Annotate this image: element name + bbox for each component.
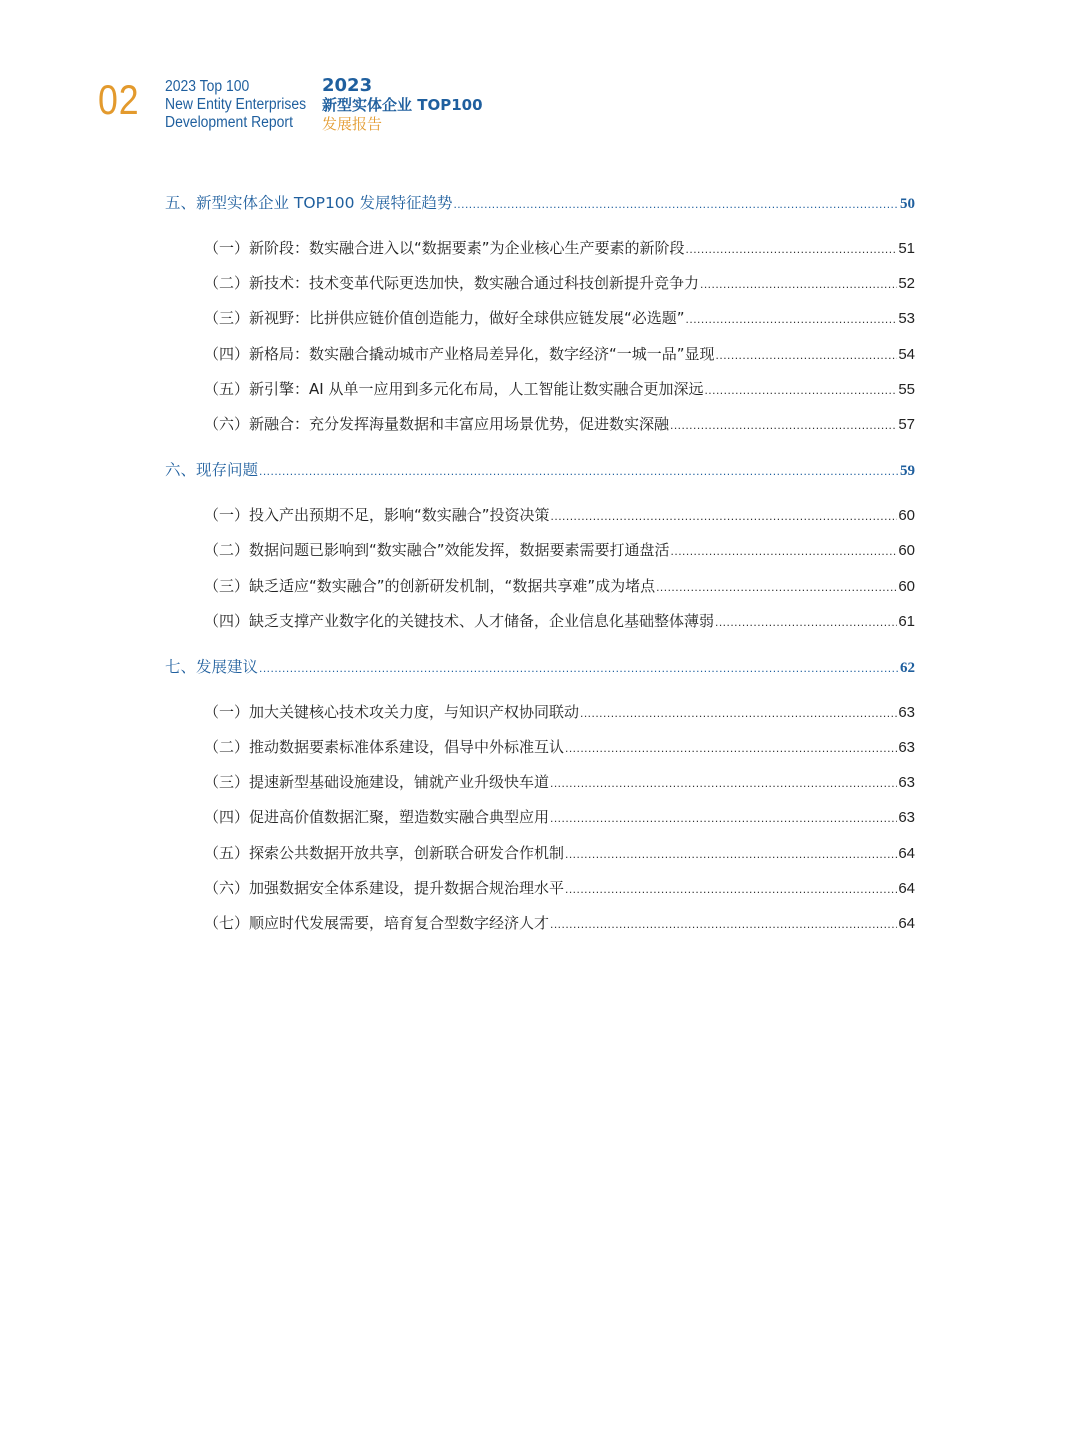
- toc-page-number: 63: [898, 809, 915, 827]
- toc-page-number: 50: [900, 196, 915, 212]
- toc-leader-dots: [704, 373, 897, 408]
- toc-leader-dots: [686, 302, 898, 337]
- toc-leader-dots: [670, 408, 897, 443]
- english-title-line-2: New Entity Enterprises: [165, 96, 307, 113]
- chinese-title-year: 2023: [322, 75, 373, 96]
- toc-item-title: （四）缺乏支撑产业数字化的关键技术、人才储备，企业信息化基础整体薄弱: [204, 611, 715, 630]
- toc-page-number: 63: [898, 739, 915, 757]
- toc-leader-dots: [565, 837, 897, 872]
- toc-leader-dots: [565, 872, 897, 907]
- toc-page-number: 63: [898, 703, 915, 721]
- toc-item-title: （三）缺乏适应“数实融合”的创新研发机制，“数据共享难”成为堵点: [204, 576, 656, 595]
- toc-page-number: 64: [898, 844, 915, 862]
- toc-item[interactable]: [165, 604, 915, 639]
- toc-item[interactable]: [165, 765, 915, 800]
- toc-page-number: 54: [898, 345, 915, 363]
- toc-item-title: （七）顺应时代发展需要，培育复合型数字经济人才: [204, 914, 550, 932]
- toc-item[interactable]: [165, 569, 915, 604]
- chinese-title: [322, 76, 483, 134]
- toc-page-number: 60: [898, 577, 915, 595]
- toc-item[interactable]: [165, 800, 915, 835]
- toc-leader-dots: [550, 766, 897, 801]
- toc-item-title: （六）新融合：充分发挥海量数据和丰富应用场景优势，促进数实深融: [204, 414, 670, 433]
- toc-item[interactable]: [165, 730, 915, 765]
- toc-section-title: 六、现存问题: [165, 461, 259, 480]
- toc-item-title: （六）加强数据安全体系建设，提升数据合规治理水平: [204, 878, 565, 897]
- toc-item[interactable]: [165, 301, 915, 336]
- toc-item[interactable]: [165, 906, 915, 941]
- toc-page-number: 53: [898, 310, 915, 328]
- toc-item[interactable]: [165, 871, 915, 906]
- toc-page-number: 61: [898, 612, 915, 630]
- toc-item-title: （一）加大关键核心技术攻关力度，与知识产权协同联动: [204, 702, 580, 721]
- toc-page-number: 60: [898, 507, 915, 525]
- toc-section-title: 七、发展建议: [165, 657, 259, 676]
- toc-section-7[interactable]: [165, 650, 915, 684]
- toc-leader-dots: [671, 534, 898, 569]
- toc-item-title: （五）新引擎：AI 从单一应用到多元化布局，人工智能让数实融合更加深远: [204, 379, 704, 398]
- toc-item-title: （四）促进高价值数据汇聚，塑造数实融合典型应用: [204, 808, 550, 827]
- toc-page-number: 64: [898, 879, 915, 897]
- toc-page-number: 52: [898, 275, 915, 293]
- english-title: [165, 78, 307, 132]
- table-of-contents: [165, 186, 915, 941]
- toc-page-number: 64: [898, 915, 915, 932]
- english-title-line-1: 2023 Top 100: [165, 78, 250, 95]
- toc-item-title: （三）新视野：比拼供应链价值创造能力，做好全球供应链发展“必选题”: [204, 309, 685, 328]
- toc-item[interactable]: [165, 407, 915, 442]
- toc-page-number: 60: [898, 542, 915, 560]
- toc-leader-dots: [656, 570, 897, 605]
- chinese-title-report: 发展报告: [322, 115, 383, 133]
- toc-item-title: （二）数据问题已影响到“数实融合”效能发挥，数据要素需要打通盘活: [204, 541, 670, 560]
- toc-leader-dots: [686, 232, 898, 267]
- toc-leader-dots: [453, 187, 899, 222]
- toc-leader-dots: [700, 267, 897, 302]
- toc-leader-dots: [716, 338, 898, 373]
- toc-leader-dots: [715, 605, 897, 640]
- toc-page-number: 51: [898, 240, 915, 257]
- toc-leader-dots: [550, 801, 897, 836]
- toc-item[interactable]: [165, 266, 915, 301]
- english-title-line-3: Development Report: [165, 114, 293, 131]
- toc-leader-dots: [259, 651, 899, 686]
- toc-item[interactable]: [165, 372, 915, 407]
- toc-leader-dots: [551, 499, 898, 534]
- toc-item[interactable]: [165, 498, 915, 533]
- page-number: 02: [98, 76, 140, 123]
- toc-page-number: 59: [900, 463, 915, 480]
- toc-item-title: （一）投入产出预期不足，影响“数实融合”投资决策: [204, 506, 550, 525]
- toc-leader-dots: [550, 907, 897, 942]
- toc-item-title: （一）新阶段：数实融合进入以“数据要素”为企业核心生产要素的新阶段: [204, 239, 685, 257]
- toc-section-6[interactable]: [165, 453, 915, 487]
- chinese-title-name: 新型实体企业 TOP100: [322, 96, 483, 114]
- toc-page-number: 62: [900, 659, 915, 676]
- toc-page-number: 55: [898, 380, 915, 398]
- toc-item[interactable]: [165, 695, 915, 730]
- toc-section-5[interactable]: [165, 186, 915, 220]
- toc-section-title: 五、新型实体企业 TOP100 发展特征趋势: [165, 194, 453, 212]
- toc-item[interactable]: [165, 836, 915, 871]
- toc-item-title: （二）新技术：技术变革代际更迭加快，数实融合通过科技创新提升竞争力: [204, 274, 700, 293]
- toc-item-title: （二）推动数据要素标准体系建设，倡导中外标准互认: [204, 738, 565, 757]
- toc-page-number: 63: [898, 774, 915, 792]
- toc-page-number: 57: [898, 415, 915, 433]
- toc-item[interactable]: [165, 337, 915, 372]
- toc-leader-dots: [259, 454, 899, 489]
- toc-item-title: （四）新格局：数实融合撬动城市产业格局差异化，数字经济“一城一品”显现: [204, 344, 715, 363]
- toc-item-title: （五）探索公共数据开放共享，创新联合研发合作机制: [204, 843, 565, 862]
- toc-item-title: （三）提速新型基础设施建设，铺就产业升级快车道: [204, 773, 550, 792]
- toc-leader-dots: [580, 696, 897, 731]
- toc-leader-dots: [565, 731, 897, 766]
- toc-item[interactable]: [165, 533, 915, 568]
- toc-item[interactable]: [165, 231, 915, 266]
